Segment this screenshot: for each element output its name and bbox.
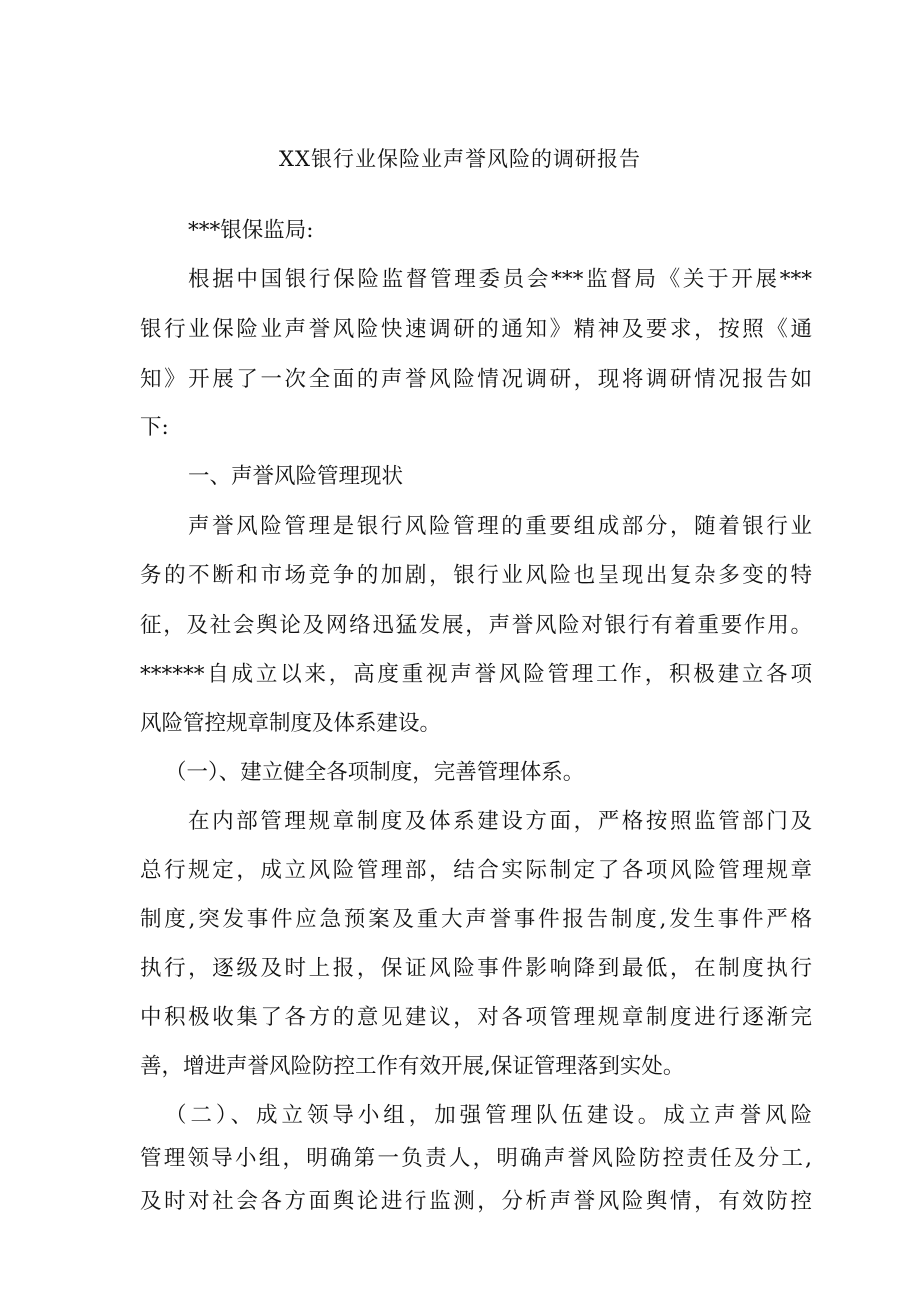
paragraph-line: 管理领导小组，明确第一负责人，明确声誉风险防控责任及分工, <box>140 1146 812 1171</box>
paragraph-line: 及时对社会各方面舆论进行监测，分析声誉风险舆情，有效防控 <box>140 1189 812 1214</box>
paragraph-line: 根据中国银行保险监督管理委员会***监督局《关于开展*** <box>188 267 812 292</box>
paragraph-line: 善，增进声誉风险防控工作有效开展,保证管理落到实处。 <box>140 1054 685 1079</box>
addressee: ***银保监局: <box>188 218 314 243</box>
subsection-heading: （二）、成立领导小组，加强管理队伍建设。成立声誉风险 <box>165 1103 812 1128</box>
paragraph-line: 在内部管理规章制度及体系建设方面，严格按照监管部门及 <box>188 809 812 834</box>
paragraph-line: 务的不断和市场竞争的加剧，银行业风险也呈现出复杂多变的特 <box>140 563 812 588</box>
paragraph-line: 中积极收集了各方的意见建议，对各项管理规章制度进行逐渐完 <box>140 1005 812 1030</box>
document-title: XX银行业保险业声誉风险的调研报告 <box>279 147 641 171</box>
paragraph-line: 知》开展了一次全面的声誉风险情况调研，现将调研情况报告如 <box>140 367 812 392</box>
subsection-heading: （一）、建立健全各项制度，完善管理体系。 <box>165 760 585 785</box>
paragraph-line: ******自成立以来，高度重视声誉风险管理工作，积极建立各项 <box>140 662 812 687</box>
paragraph-line: 风险管控规章制度及体系建设。 <box>140 711 442 736</box>
paragraph-line: 执行，逐级及时上报，保证风险事件影响降到最低，在制度执行 <box>140 956 812 981</box>
paragraph-line: 下: <box>140 415 169 440</box>
paragraph-line: 总行规定，成立风险管理部，结合实际制定了各项风险管理规章 <box>140 858 812 883</box>
paragraph-line: 制度,突发事件应急预案及重大声誉事件报告制度,发生事件严格 <box>140 907 812 932</box>
paragraph-line: 声誉风险管理是银行风险管理的重要组成部分，随着银行业 <box>188 514 812 539</box>
paragraph-line: 征，及社会舆论及网络迅猛发展，声誉风险对银行有着重要作用。 <box>140 613 812 638</box>
paragraph-line: 银行业保险业声誉风险快速调研的通知》精神及要求，按照《通 <box>140 317 812 342</box>
section-heading: 一、声誉风险管理现状 <box>188 464 404 489</box>
